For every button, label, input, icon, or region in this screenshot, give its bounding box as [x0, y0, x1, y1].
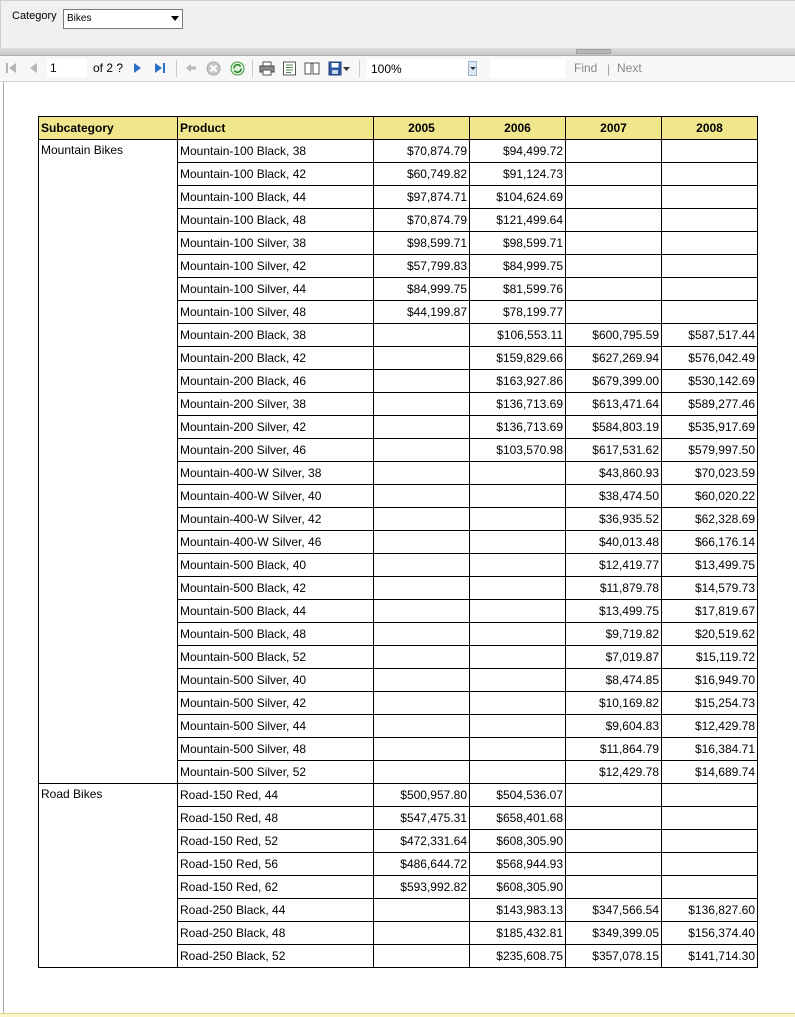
page-count-label: of 2 ?: [93, 61, 124, 75]
sales-cell: [470, 600, 566, 623]
product-cell: Mountain-200 Silver, 46: [178, 439, 374, 462]
sales-cell: $81,599.76: [470, 278, 566, 301]
table-row: [39, 784, 758, 807]
product-cell: Road-150 Red, 62: [178, 876, 374, 899]
zoom-select[interactable]: [367, 59, 479, 78]
product-cell: Mountain-500 Black, 48: [178, 623, 374, 646]
sales-cell: $66,176.14: [662, 531, 758, 554]
sales-cell: $12,429.78: [662, 715, 758, 738]
sales-cell: [662, 784, 758, 807]
product-cell: Mountain-100 Silver, 38: [178, 232, 374, 255]
sales-cell: $57,799.83: [374, 255, 470, 278]
product-cell: Mountain-500 Silver, 52: [178, 761, 374, 784]
sales-cell: [374, 600, 470, 623]
sales-cell: $106,553.11: [470, 324, 566, 347]
product-cell: Mountain-200 Black, 38: [178, 324, 374, 347]
product-cell: Mountain-500 Silver, 44: [178, 715, 374, 738]
refresh-icon[interactable]: [230, 61, 245, 76]
sales-cell: $589,277.46: [662, 393, 758, 416]
sales-cell: $658,401.68: [470, 807, 566, 830]
toolbar-separator: [176, 60, 177, 77]
sales-cell: $679,399.00: [566, 370, 662, 393]
sales-cell: $14,689.74: [662, 761, 758, 784]
sales-cell: [470, 531, 566, 554]
product-cell: Mountain-200 Silver, 42: [178, 416, 374, 439]
export-icon[interactable]: [328, 61, 342, 76]
sales-cell: $62,328.69: [662, 508, 758, 531]
find-next-divider: |: [607, 62, 611, 76]
product-cell: Mountain-100 Black, 38: [178, 140, 374, 163]
sales-cell: $14,579.73: [662, 577, 758, 600]
sales-cell: [662, 255, 758, 278]
parameter-splitter[interactable]: [0, 48, 795, 56]
column-header-subcategory: Subcategory: [39, 117, 178, 140]
product-cell: Mountain-100 Black, 44: [178, 186, 374, 209]
product-cell: Mountain-500 Black, 42: [178, 577, 374, 600]
sales-cell: [374, 669, 470, 692]
column-header-product: Product: [178, 117, 374, 140]
sales-cell: $12,429.78: [566, 761, 662, 784]
sales-cell: $13,499.75: [566, 600, 662, 623]
sales-cell: $91,124.73: [470, 163, 566, 186]
sales-cell: [374, 945, 470, 968]
sales-cell: $587,517.44: [662, 324, 758, 347]
sales-table: [38, 116, 758, 968]
product-cell: Mountain-100 Black, 48: [178, 209, 374, 232]
sales-cell: $98,599.71: [470, 232, 566, 255]
product-cell: Mountain-500 Black, 52: [178, 646, 374, 669]
sales-cell: [566, 853, 662, 876]
subcategory-cell: Mountain Bikes: [39, 140, 178, 784]
sales-cell: [374, 531, 470, 554]
sales-cell: [662, 876, 758, 899]
report-toolbar: [0, 56, 795, 82]
sales-cell: [374, 715, 470, 738]
sales-cell: $103,570.98: [470, 439, 566, 462]
collapse-parameters-handle[interactable]: [576, 49, 611, 54]
sales-cell: $579,997.50: [662, 439, 758, 462]
page-setup-icon[interactable]: [304, 61, 320, 76]
sales-cell: [662, 186, 758, 209]
product-cell: Mountain-500 Silver, 40: [178, 669, 374, 692]
sales-cell: $15,119.72: [662, 646, 758, 669]
sales-cell: $185,432.81: [470, 922, 566, 945]
back-icon[interactable]: [185, 61, 197, 75]
sales-cell: [662, 853, 758, 876]
parameter-area: [0, 0, 795, 48]
toolbar-separator: [252, 60, 253, 77]
sales-cell: $486,644.72: [374, 853, 470, 876]
product-cell: Mountain-500 Silver, 48: [178, 738, 374, 761]
sales-cell: [374, 393, 470, 416]
sales-cell: [662, 807, 758, 830]
product-cell: Mountain-200 Black, 46: [178, 370, 374, 393]
table-row: [39, 140, 758, 163]
sales-cell: $15,254.73: [662, 692, 758, 715]
sales-cell: [566, 209, 662, 232]
product-cell: Mountain-100 Silver, 42: [178, 255, 374, 278]
sales-cell: [374, 462, 470, 485]
product-cell: Road-250 Black, 48: [178, 922, 374, 945]
sales-cell: [470, 508, 566, 531]
sales-cell: [470, 715, 566, 738]
sales-cell: [470, 623, 566, 646]
sales-cell: $60,020.22: [662, 485, 758, 508]
next-link[interactable]: Next: [617, 61, 642, 75]
sales-cell: $11,879.78: [566, 577, 662, 600]
page-number-input[interactable]: [47, 59, 87, 77]
sales-cell: [662, 301, 758, 324]
sales-cell: [374, 922, 470, 945]
sales-cell: [374, 577, 470, 600]
product-cell: Road-250 Black, 52: [178, 945, 374, 968]
sales-cell: $104,624.69: [470, 186, 566, 209]
sales-cell: [662, 278, 758, 301]
sales-cell: $70,874.79: [374, 209, 470, 232]
sales-cell: $60,749.82: [374, 163, 470, 186]
sales-cell: [470, 669, 566, 692]
product-cell: Mountain-100 Silver, 44: [178, 278, 374, 301]
sales-cell: [470, 646, 566, 669]
sales-cell: [374, 899, 470, 922]
sales-cell: [566, 186, 662, 209]
product-cell: Road-150 Red, 44: [178, 784, 374, 807]
sales-cell: $70,874.79: [374, 140, 470, 163]
sales-cell: $530,142.69: [662, 370, 758, 393]
product-cell: Mountain-200 Black, 42: [178, 347, 374, 370]
toolbar-separator: [359, 60, 360, 77]
sales-cell: $613,471.64: [566, 393, 662, 416]
category-select[interactable]: [63, 9, 183, 29]
sales-cell: $9,604.83: [566, 715, 662, 738]
sales-cell: $357,078.15: [566, 945, 662, 968]
sales-cell: $10,169.82: [566, 692, 662, 715]
chevron-down-icon: [171, 16, 179, 21]
sales-cell: [470, 738, 566, 761]
sales-cell: $347,566.54: [566, 899, 662, 922]
subcategory-cell: Road Bikes: [39, 784, 178, 968]
sales-cell: $43,860.93: [566, 462, 662, 485]
sales-cell: [470, 692, 566, 715]
sales-cell: [374, 554, 470, 577]
sales-cell: $20,519.62: [662, 623, 758, 646]
previous-page-icon[interactable]: [29, 61, 39, 75]
sales-cell: $617,531.62: [566, 439, 662, 462]
sales-cell: $16,949.70: [662, 669, 758, 692]
product-cell: Mountain-500 Black, 40: [178, 554, 374, 577]
sales-cell: [374, 324, 470, 347]
sales-cell: [566, 163, 662, 186]
sales-cell: $136,827.60: [662, 899, 758, 922]
last-page-icon[interactable]: [154, 61, 166, 75]
sales-cell: $38,474.50: [566, 485, 662, 508]
product-cell: Mountain-100 Silver, 48: [178, 301, 374, 324]
product-cell: Road-150 Red, 56: [178, 853, 374, 876]
sales-cell: [374, 370, 470, 393]
sales-cell: $535,917.69: [662, 416, 758, 439]
sales-cell: [374, 347, 470, 370]
sales-cell: $504,536.07: [470, 784, 566, 807]
sales-cell: [374, 485, 470, 508]
sales-cell: $584,803.19: [566, 416, 662, 439]
sales-cell: $349,399.05: [566, 922, 662, 945]
zoom-value: 100%: [371, 62, 402, 76]
sales-cell: $98,599.71: [374, 232, 470, 255]
status-strip: [0, 1013, 795, 1017]
product-cell: Mountain-400-W Silver, 46: [178, 531, 374, 554]
sales-cell: $235,608.75: [470, 945, 566, 968]
table-header-row: [39, 117, 758, 140]
product-cell: Mountain-500 Silver, 42: [178, 692, 374, 715]
sales-cell: [662, 163, 758, 186]
report-viewport[interactable]: [3, 82, 795, 1017]
sales-cell: [470, 577, 566, 600]
category-select-value: Bikes: [67, 13, 92, 24]
sales-cell: [374, 508, 470, 531]
product-cell: Mountain-400-W Silver, 38: [178, 462, 374, 485]
column-header-2005: 2005: [374, 117, 470, 140]
sales-cell: $143,983.13: [470, 899, 566, 922]
sales-cell: $9,719.82: [566, 623, 662, 646]
sales-cell: $121,499.64: [470, 209, 566, 232]
sales-cell: [566, 140, 662, 163]
sales-cell: $547,475.31: [374, 807, 470, 830]
sales-cell: $17,819.67: [662, 600, 758, 623]
sales-cell: $600,795.59: [566, 324, 662, 347]
find-link[interactable]: Find: [574, 61, 598, 75]
category-label: Category: [12, 10, 57, 22]
stop-icon[interactable]: [206, 61, 221, 76]
sales-cell: $156,374.40: [662, 922, 758, 945]
sales-cell: [374, 761, 470, 784]
sales-cell: $136,713.69: [470, 393, 566, 416]
sales-cell: [662, 209, 758, 232]
sales-cell: $8,474.85: [566, 669, 662, 692]
sales-cell: [566, 232, 662, 255]
sales-cell: $12,419.77: [566, 554, 662, 577]
sales-cell: $36,935.52: [566, 508, 662, 531]
sales-cell: $44,199.87: [374, 301, 470, 324]
sales-cell: $627,269.94: [566, 347, 662, 370]
export-dropdown-icon[interactable]: [343, 66, 350, 72]
sales-cell: [662, 140, 758, 163]
sales-cell: $500,957.80: [374, 784, 470, 807]
product-cell: Road-150 Red, 52: [178, 830, 374, 853]
sales-cell: $568,944.93: [470, 853, 566, 876]
sales-cell: $11,864.79: [566, 738, 662, 761]
sales-cell: [374, 623, 470, 646]
sales-cell: $13,499.75: [662, 554, 758, 577]
next-page-icon[interactable]: [132, 61, 142, 75]
sales-cell: [566, 876, 662, 899]
sales-cell: [374, 738, 470, 761]
sales-cell: $84,999.75: [374, 278, 470, 301]
product-cell: Mountain-400-W Silver, 40: [178, 485, 374, 508]
sales-cell: [470, 485, 566, 508]
sales-cell: $7,019.87: [566, 646, 662, 669]
sales-cell: [374, 646, 470, 669]
product-cell: Road-150 Red, 48: [178, 807, 374, 830]
print-layout-icon[interactable]: [282, 61, 297, 76]
sales-cell: $84,999.75: [470, 255, 566, 278]
sales-cell: $70,023.59: [662, 462, 758, 485]
sales-cell: [566, 255, 662, 278]
sales-cell: $576,042.49: [662, 347, 758, 370]
sales-cell: [566, 301, 662, 324]
sales-cell: [374, 692, 470, 715]
sales-cell: $159,829.66: [470, 347, 566, 370]
product-cell: Mountain-100 Black, 42: [178, 163, 374, 186]
sales-cell: $78,199.77: [470, 301, 566, 324]
sales-cell: $593,992.82: [374, 876, 470, 899]
table-body: [39, 140, 758, 968]
sales-cell: $608,305.90: [470, 830, 566, 853]
sales-cell: $136,713.69: [470, 416, 566, 439]
sales-cell: [662, 830, 758, 853]
sales-cell: $472,331.64: [374, 830, 470, 853]
column-header-2007: 2007: [566, 117, 662, 140]
sales-cell: [374, 416, 470, 439]
sales-cell: $141,714.30: [662, 945, 758, 968]
print-icon[interactable]: [259, 61, 275, 76]
product-cell: Mountain-500 Black, 44: [178, 600, 374, 623]
sales-cell: [470, 462, 566, 485]
sales-cell: $16,384.71: [662, 738, 758, 761]
sales-cell: [470, 554, 566, 577]
sales-cell: [470, 761, 566, 784]
sales-cell: $97,874.71: [374, 186, 470, 209]
product-cell: Mountain-200 Silver, 38: [178, 393, 374, 416]
sales-cell: $40,013.48: [566, 531, 662, 554]
sales-cell: $608,305.90: [470, 876, 566, 899]
sales-cell: $163,927.86: [470, 370, 566, 393]
first-page-icon[interactable]: [5, 61, 17, 75]
product-cell: Mountain-400-W Silver, 42: [178, 508, 374, 531]
sales-cell: [566, 807, 662, 830]
sales-cell: [566, 830, 662, 853]
sales-cell: [566, 278, 662, 301]
sales-cell: [662, 232, 758, 255]
zoom-dropdown-icon[interactable]: [468, 61, 477, 76]
column-header-2008: 2008: [662, 117, 758, 140]
sales-cell: $94,499.72: [470, 140, 566, 163]
sales-cell: [374, 439, 470, 462]
column-header-2006: 2006: [470, 117, 566, 140]
sales-cell: [566, 784, 662, 807]
find-text-input[interactable]: [490, 59, 565, 78]
product-cell: Road-250 Black, 44: [178, 899, 374, 922]
